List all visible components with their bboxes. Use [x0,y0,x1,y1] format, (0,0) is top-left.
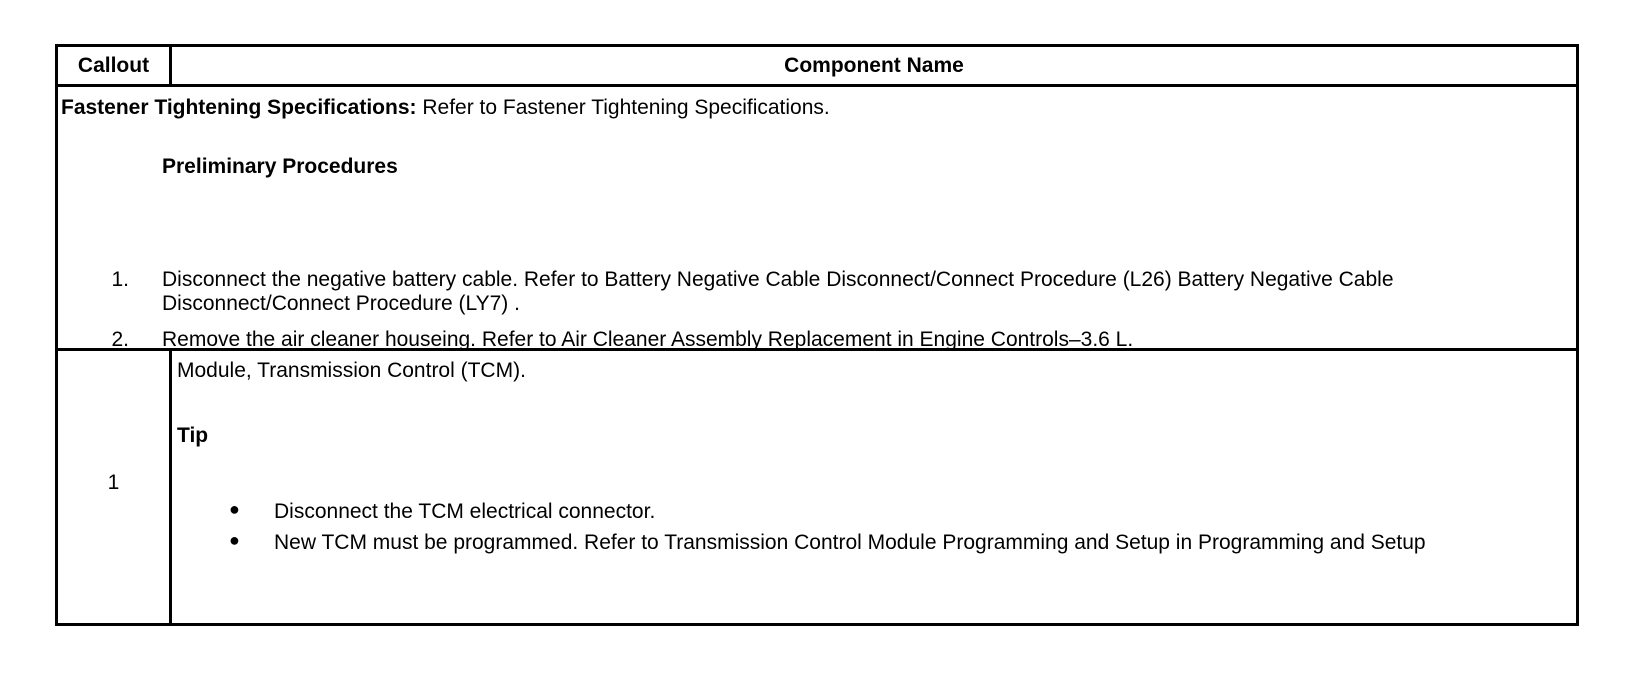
item-row [58,351,1576,623]
header-callout: Callout [58,47,172,84]
step-text: Remove the air cleaner houseing. Refer to Air Cleaner Assembly Replacement in Engine Controls–3.6 L. [162,328,1134,351]
header-component-name: Component Name [784,53,964,77]
bullet-icon: ● [229,499,240,519]
step-number: 2. [111,328,129,351]
component-table [55,44,1579,626]
fastener-spec-label: Fastener Tightening Specifications: [61,96,417,119]
item-callout-cell [58,351,172,623]
preliminary-row [58,87,1576,351]
item-callout-number: 1 [107,471,120,494]
tip-bullet-text: Disconnect the TCM electrical connector. [274,500,656,523]
bullet-icon: ● [229,530,240,550]
fastener-spec-line [61,96,830,120]
step-text: Disconnect the negative battery cable. Refer to Battery Negative Cable Disconnect/Connect Procedure (L26) Battery Negative Cable Disconnect/Connect Procedure (LY7) . [162,268,1394,315]
table-header-row [58,47,1576,87]
tip-label: Tip [177,424,209,447]
tip-bullet-text: New TCM must be programmed. Refer to Transmission Control Module Programming and Setup in Programming and Setup [274,531,1426,554]
item-component-cell [172,351,1576,623]
fastener-spec-text: Refer to Fastener Tightening Specifications. [416,96,830,119]
preliminary-procedures-heading: Preliminary Procedures [162,155,398,178]
component-name: Module, Transmission Control (TCM). [177,359,526,382]
step-number: 1. [111,268,129,291]
